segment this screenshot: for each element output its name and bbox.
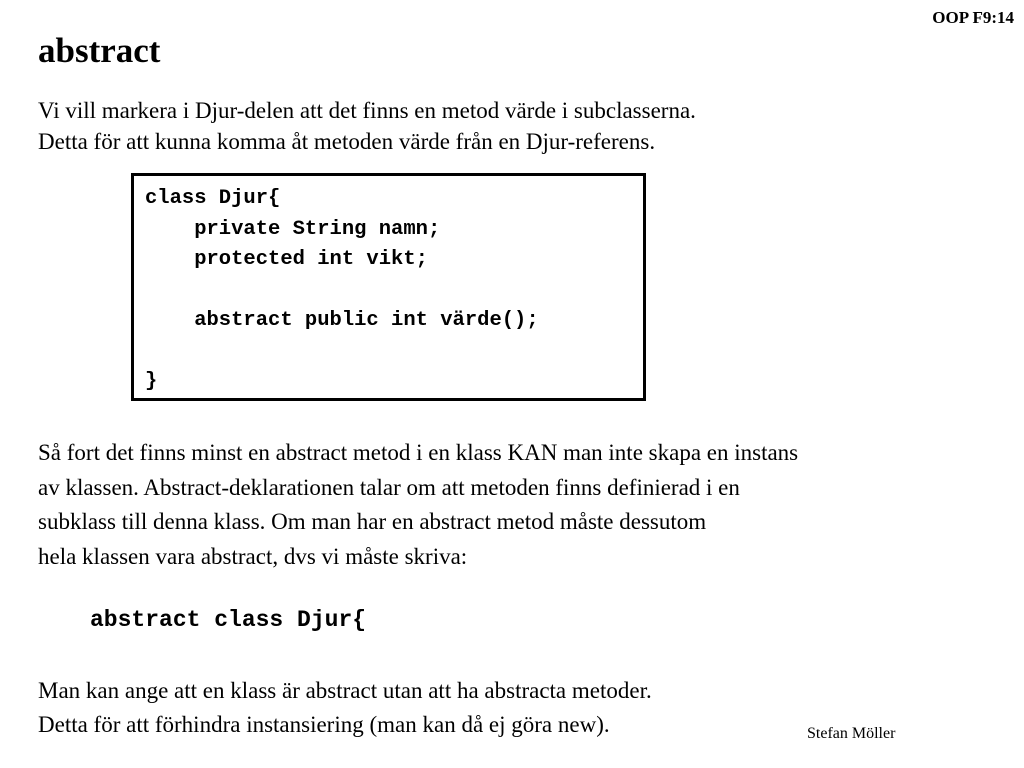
closing-line: Man kan ange att en klass är abstract utan att ha abstracta metoder. (38, 678, 652, 703)
code-listing: class Djur{ private String namn; protected int vikt; abstract public int värde(); } (145, 187, 539, 393)
intro-paragraph (38, 95, 696, 157)
slide-title: abstract (38, 31, 161, 70)
slide-number: OOP F9:14 (932, 8, 1014, 27)
closing-paragraph (38, 674, 652, 742)
closing-line: Detta för att förhindra instansiering (man kan då ej göra new). (38, 712, 610, 737)
body-line: av klassen. Abstract-deklarationen talar om att metoden finns definierad i en (38, 474, 740, 500)
code-snippet: abstract class Djur{ (90, 607, 367, 633)
code-box (131, 173, 646, 401)
body-paragraph (38, 436, 798, 574)
body-line: hela klassen vara abstract, dvs vi måste skriva: (38, 543, 468, 569)
intro-line: Detta för att kunna komma åt metoden värde från en Djur-referens. (38, 129, 656, 154)
author-name: Stefan Möller (807, 725, 896, 742)
intro-line: Vi vill markera i Djur-delen att det finns en metod värde i subclasserna. (38, 98, 696, 123)
body-line: subklass till denna klass. Om man har en abstract metod måste dessutom (38, 509, 707, 534)
body-line: Så fort det finns minst en abstract metod i en klass KAN man inte skapa en instans (38, 440, 799, 465)
